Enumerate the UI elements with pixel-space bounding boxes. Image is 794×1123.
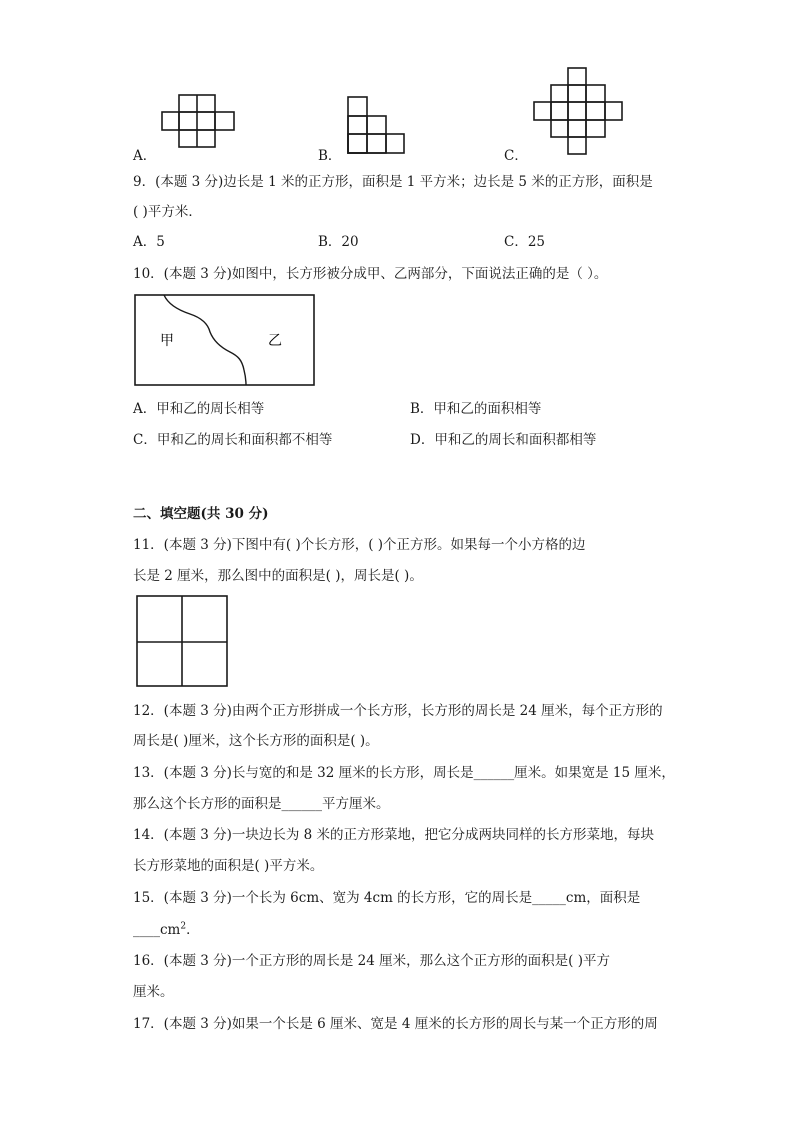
q15-unit-exponent: 2 — [180, 921, 187, 932]
q10-label-jia: 甲 — [160, 333, 174, 349]
q11-grid-figure — [135, 594, 231, 690]
q15-area-blank[interactable]: ____cm — [133, 922, 181, 938]
q14-stem-line1: 14．(本题 3 分)一块边长为 8 米的正方形菜地，把它分成两块同样的长方形菜地，每块 — [133, 827, 655, 843]
q9-option-a[interactable]: A．5 — [133, 234, 165, 250]
q12-stem-line1: 12．(本题 3 分)由两个正方形拼成一个长方形，长方形的周长是 24 厘米，每个正方形的 — [133, 703, 663, 719]
q8-option-c-label[interactable]: C． — [504, 148, 528, 164]
q14-stem-line2: 长方形菜地的面积是( )平方米。 — [133, 858, 324, 874]
q13-stem-line1: 13．(本题 3 分)长与宽的和是 32 厘米的长方形，周长是______厘米。如果宽是 15 厘米， — [133, 765, 675, 781]
q10-option-d[interactable]: D．甲和乙的周长和面积都相等 — [410, 432, 597, 448]
q10-divided-rectangle-figure — [134, 294, 316, 388]
q10-label-yi: 乙 — [268, 333, 282, 349]
q10-option-b[interactable]: B．甲和乙的面积相等 — [410, 401, 542, 417]
q9-option-b[interactable]: B．20 — [318, 234, 359, 250]
q11-stem-line1: 11．(本题 3 分)下图中有( )个长方形，( )个正方形。如果每一个小方格的边 — [133, 537, 586, 553]
q15-end-mark: ． — [186, 922, 200, 938]
q9-option-c[interactable]: C．25 — [504, 234, 546, 250]
q15-stem-line1: 15．(本题 3 分)一个长为 6cm、宽为 4cm 的长方形，它的周长是_____cm，面积是 — [133, 890, 641, 906]
q9-stem-line2: ( )平方米． — [133, 204, 202, 220]
q10-option-c[interactable]: C．甲和乙的周长和面积都不相等 — [133, 432, 333, 448]
q17-stem-line1: 17．(本题 3 分)如果一个长是 6 厘米、宽是 4 厘米的长方形的周长与某一个正方形的周 — [133, 1016, 658, 1032]
q13-stem-line2: 那么这个长方形的面积是______平方厘米。 — [133, 796, 390, 812]
q8-figure-c — [532, 66, 624, 156]
q16-stem-line1: 16．(本题 3 分)一个正方形的周长是 24 厘米，那么这个正方形的面积是( )平方 — [133, 953, 610, 969]
q8-figure-b — [346, 95, 408, 155]
section2-title: 二、填空题(共 30 分) — [133, 506, 269, 522]
q8-option-a-label[interactable]: A． — [133, 148, 157, 164]
q10-stem: 10．(本题 3 分)如图中，长方形被分成甲、乙两部分，下面说法正确的是（ ）。 — [133, 266, 608, 282]
q16-stem-line2: 厘米。 — [133, 984, 174, 1000]
q12-stem-line2: 周长是( )厘米，这个长方形的面积是( )。 — [133, 733, 379, 749]
q8-figure-a — [160, 93, 238, 149]
q8-option-b-label[interactable]: B． — [318, 148, 342, 164]
q9-stem-line1: 9．(本题 3 分)边长是 1 米的正方形，面积是 1 平方米；边长是 5 米的正方形，面积是 — [133, 174, 653, 190]
q11-stem-line2: 长是 2 厘米，那么图中的面积是( )，周长是( )。 — [133, 568, 423, 584]
q10-option-a[interactable]: A．甲和乙的周长相等 — [133, 401, 265, 417]
q15-stem-line2 — [133, 920, 200, 940]
